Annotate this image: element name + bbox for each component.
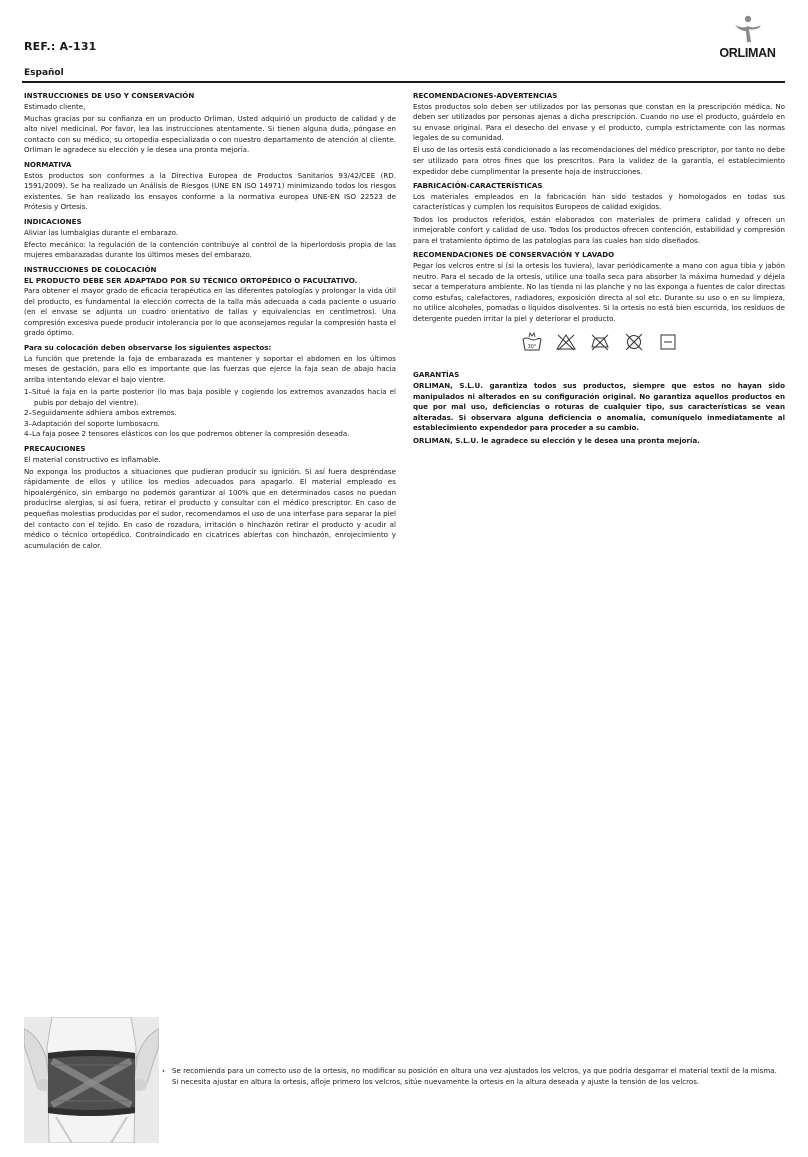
- chevron-right-icon: ›: [162, 1066, 165, 1075]
- section-indications: [24, 217, 396, 261]
- maternity-belt-illustration: [24, 1017, 159, 1143]
- paragraph: Los materiales empleados en la fabricación han sido testados y homologados en todas sus características y cumplen los requisitos Europeos de calidad exigidos.: [413, 191, 785, 212]
- orliman-logo: [710, 14, 785, 66]
- section-subtitle: EL PRODUCTO DEBE SER ADAPTADO POR SU TÉCNICO ORTOPÉDICO O FACULTATIVO.: [24, 275, 358, 285]
- section-fitting: [24, 265, 396, 339]
- language-label: Español: [24, 68, 64, 78]
- list-item: 2–Seguidamente adhiera ambos extremos.: [24, 408, 177, 418]
- paragraph: ORLIMAN, S.L.U. garantiza todos sus productos, siempre que estos no hayan sido manipulados ni alterados en su configuración original. No garantiza aquellos productos en que por mal uso, deficiencias o roturas de cualquier tipo, sus características se vean alteradas. Si observara alguna deficiencia o anomalía, comuníquelo inmediatamente al establecimiento expendedor para proceder a su cambio.: [413, 381, 785, 433]
- section-precautions: [24, 444, 396, 551]
- brand-name: ORLIMAN: [719, 46, 776, 60]
- no-dry-clean-icon: [623, 332, 645, 352]
- section-title: RECOMENDACIONES DE CONSERVACIÓN Y LAVADO: [413, 250, 615, 260]
- paragraph: ORLIMAN, S.L.U. le agradece su elección y le desea una pronta mejoría.: [413, 435, 700, 445]
- list-item: 1–Situé la faja en la parte posterior (lo mas baja posible y cogiendo los extremos avanzados hacia el pubis por debajo del vientre).: [24, 386, 396, 407]
- paragraph: No exponga los productos a situaciones que pudieran producir su ignición. Si así fuera despréndase rápidamente de ellos y utilice los medios adecuados para apagarlo. El material empleado es hipoalergénico, sin embargo no podemos garantizar al 100% que en determinados casos no puedan producirse alergias, si así fuera, retirar el producto y consultar con el médico prescriptor. En caso de pequeñas molestias producidas por el sudor, recomendamos el uso de una interfase para separar la piel del contacto con el tejido. En caso de rozadura, irritación o hinchazón retirar el producto y acudir al médico o técnico ortopédico. Contraindicado en cicatrices abiertas con hinchazón, enrojecimiento y acumulación de calor.: [24, 466, 396, 550]
- section-warnings: [413, 91, 785, 177]
- care-symbols: [521, 332, 785, 352]
- section-regulation: [24, 160, 396, 213]
- no-bleach-icon: [555, 332, 577, 352]
- section-title: RECOMENDACIONES-ADVERTENCIAS: [413, 91, 558, 100]
- left-column: [24, 91, 396, 555]
- section-care: [413, 250, 785, 324]
- paragraph: Todos los productos referidos, están elaborados con materiales de primera calidad y ofrecen un inmejorable confort y calidad de uso. Todos los productos ofrecen contención, estabilidad y compresión para el tratamiento óptimo de las patologías para las cuales han sido diseñados.: [413, 214, 785, 245]
- paragraph: Estimado cliente,: [24, 101, 86, 111]
- paragraph: Estos productos son conformes a la Directiva Europea de Productos Sanitarios 93/42/CEE (RD. 1591/2009). Se ha realizado un Análisis de Riesgos (UNE EN ISO 14971) minimizando todos los riesgos existentes. Se han realizado los ensayos conforme a la normativa europea UNE-EN ISO 22523 de Prótesis y Ortesis.: [24, 170, 396, 212]
- section-title: INSTRUCCIONES DE COLOCACIÓN: [24, 264, 157, 274]
- section-title: PRECAUCIONES: [24, 443, 86, 453]
- brand-figure-icon: [731, 14, 765, 44]
- section-title: FABRICACIÓN-CARACTERÍSTICAS: [413, 181, 543, 191]
- no-iron-icon: [589, 332, 611, 352]
- usage-note: [162, 1066, 782, 1087]
- paragraph: Pegar los velcros entre sí (si la ortesis los tuviera), lavar periódicamente a mano con agua tibia y jabón neutro. Para el secado de la ortesis, utilice una toalla seca para absorber la máxima humedad y déjela secar a temperatura ambiente. No las tienda ni las planche y no las exponga a fuentes de calor directas como estufas, calefactores, radiadores, exposición directa al sol etc. Durante su uso o en su limpieza, no utilice alcoholes, pomadas o líquidos disolventes. Si la ortesis no está bien escurrida, los residuos de detergente pueden irritar la piel y deteriorar el producto.: [413, 260, 785, 323]
- product-photo: [24, 1017, 159, 1143]
- section-title: NORMATIVA: [24, 160, 72, 170]
- section-manufacturing: [413, 181, 785, 246]
- section-guarantee: [413, 370, 785, 446]
- paragraph: Efecto mecánico: la regulación de la contención contribuye al control de la hiperlordosis propia de las mujeres embarazadas durante los últimos meses del embarazo.: [24, 239, 396, 260]
- paragraph: El uso de las ortesis está condicionado a las recomendaciones del médico prescriptor, por tanto no debe ser utilizado para otros fines que los prescritos. Para la validez de la garantía, el establecimiento expedidor debe cumplimentar la presente hoja de instrucciones.: [413, 145, 785, 176]
- paragraph: La función que pretende la faja de embarazada es mantener y soportar el abdomen en los últimos meses de gestación, para ello es importante que las fuerzas que ejerce la faja sean de abajo hacia arriba intentando elevar el bajo vientre.: [24, 353, 396, 384]
- section-title: INDICACIONES: [24, 217, 82, 227]
- section-usage: [24, 91, 396, 156]
- paragraph: El material constructivo es inflamable.: [24, 454, 161, 464]
- header-divider: [22, 81, 785, 83]
- dry-flat-icon: [657, 332, 679, 352]
- section-title: Para su colocación deben observarse los siguientes aspectos:: [24, 343, 272, 353]
- note-text: Se recomienda para un correcto uso de la ortesis, no modificar su posición en altura una vez ajustados los velcros, ya que podría desgarrar el material textil de la misma. Si necesita ajustar en altura la ortesis, afloje primero los velcros, sitúe nuevamente la ortesis en la altura deseada y ajuste la tensión de los velcros.: [172, 1066, 777, 1086]
- section-fitting-steps: [24, 343, 396, 440]
- list-item: 4–La faja posee 2 tensores elásticos con los que podremos obtener la compresión deseada.: [24, 429, 350, 439]
- hand-wash-icon: [521, 332, 543, 352]
- right-column: [413, 91, 785, 450]
- wash-temperature: 30°: [527, 344, 537, 351]
- paragraph: Muchas gracias por su confianza en un producto Orliman. Usted adquirió un producto de calidad y de alto nivel medicinal. Por favor, lea las instrucciones atentamente. Si tienen alguna duda, póngase en contacto con su médico, su ortopedia especializada o con nuestro departamento de atención al cliente. Orliman le agradece su elección y le desea una pronta mejoría.: [24, 113, 396, 155]
- paragraph: Para obtener el mayor grado de eficacia terapéutica en las diferentes patologías y prolongar la vida útil del producto, es fundamental la elección correcta de la talla más adecuada a cada paciente o usuario (en el envase se adjunta un cuadro orientativo de tallas y equivalencias en centímetros). Una compresión excesiva puede producir intolerancia por lo que aconsejamos regular la compresión hasta el grado óptimo.: [24, 286, 396, 338]
- list-item: 3–Adaptación del soporte lumbosacro.: [24, 418, 160, 428]
- section-title: INSTRUCCIONES DE USO Y CONSERVACIÓN: [24, 91, 195, 100]
- reference-number: REF.: A-131: [24, 40, 97, 53]
- paragraph: Aliviar las lumbalgias durante el embarazo.: [24, 227, 179, 237]
- section-title: GARANTÍAS: [413, 370, 460, 380]
- paragraph: Estos productos solo deben ser utilizados por las personas que constan en la prescripción médica. No deben ser utilizados por personas ajenas a dicha prescripción. Cuando no use el producto, guárdelo en su envase original. Para el desecho del envase y el producto, cumpla estrictamente con las normas legales de su comunidad.: [413, 101, 785, 143]
